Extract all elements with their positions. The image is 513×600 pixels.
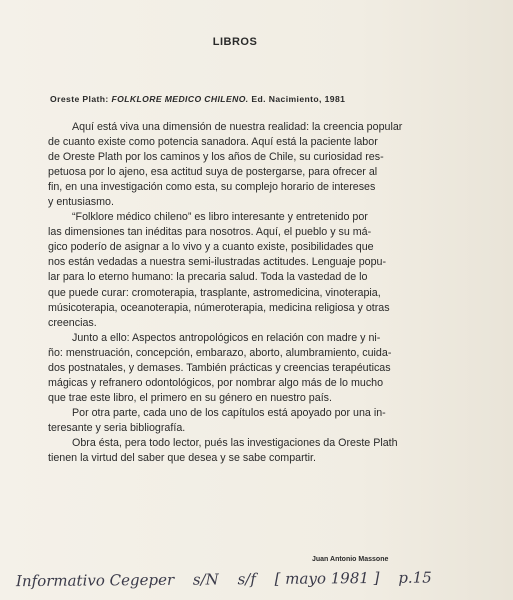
text-line: petuosa por lo ajeno, esa actitud suya de postergarse, para ofrecer al: [48, 166, 378, 179]
text-line: lar para lo eterno humano: la precaria salud. Toda la vastedad de lo: [48, 271, 368, 284]
text-line: mágicas y refranero odontológicos, por nombrar algo más de lo mucho: [48, 376, 384, 389]
text-line: tienen la virtud del saber que desea y se sabe compartir.: [48, 452, 316, 465]
text-line: dos postnatales, y demases. También prácticas y creencias terapéuticas: [48, 361, 391, 374]
handwritten-annotation: [16, 568, 506, 590]
citation-publisher: Ed. Nacimiento, 1981: [251, 94, 346, 104]
text-line: Obra ésta, pera todo lector, pués las investigaciones da Oreste Plath: [72, 436, 398, 449]
text-line: ño: menstruación, concepción, embarazo, aborto, alumbramiento, cuida-: [48, 346, 392, 359]
text-line: y entusiasmo.: [48, 196, 114, 209]
text-line: que puede curar: cromoterapia, trasplante, astromedicina, vinoterapia,: [48, 286, 381, 299]
handwritten-page: p.15: [398, 568, 432, 587]
paragraph: [48, 210, 443, 330]
text-line: fin, en una investigación como esta, su complejo horario de intereses: [48, 181, 376, 194]
citation-book-title: FOLKLORE MEDICO CHILENO.: [111, 94, 249, 104]
handwritten-date: [ mayo 1981 ]: [274, 568, 380, 588]
handwritten-date-missing: s/f: [237, 570, 256, 589]
paragraph: [48, 436, 443, 466]
text-line: músicoterapia, oceanoterapia, númeroterapia, medicina religiosa y otras: [48, 301, 390, 314]
paragraph: [48, 406, 443, 436]
text-line: gico poderío de asignar a lo vivo y a cuanto existe, posibilidades que: [48, 241, 374, 254]
text-line: teresante y seria bibliografía.: [48, 421, 186, 434]
handwritten-source: Informativo Cegeper: [15, 570, 175, 591]
text-line: las dimensiones tan inéditas para nosotros. Aquí, el pueblo y su má-: [48, 226, 372, 239]
paragraph: [48, 120, 443, 210]
text-line: que trae este libro, el primero en su género en nuestro país.: [48, 391, 332, 404]
text-line: creencias.: [48, 316, 97, 329]
paragraph: [48, 331, 443, 406]
text-line: nos están vedadas a nuestra semi-ilustradas actitudes. Lenguaje popu-: [48, 256, 387, 269]
text-line: de Oreste Plath por los caminos y los años de Chile, su curiosidad res-: [48, 151, 384, 164]
text-line: Junto a ello: Aspectos antropológicos en relación con madre y ni-: [72, 331, 381, 344]
text-line: “Folklore médico chileno” es libro interesante y entretenido por: [72, 211, 368, 224]
text-line: Aquí está viva una dimensión de nuestra realidad: la creencia popular: [72, 121, 403, 133]
section-title: LIBROS: [212, 36, 258, 48]
citation-author: Oreste Plath:: [50, 94, 109, 104]
review-body: [48, 120, 443, 466]
text-line: Por otra parte, cada uno de los capítulos está apoyado por una in-: [72, 406, 386, 419]
text-line: de cuanto existe como potencia sanadora. Aquí está la paciente labor: [48, 136, 378, 149]
review-author: Juan Antonio Massone: [312, 556, 389, 563]
handwritten-number: s/N: [192, 570, 219, 589]
book-citation: [50, 94, 470, 104]
